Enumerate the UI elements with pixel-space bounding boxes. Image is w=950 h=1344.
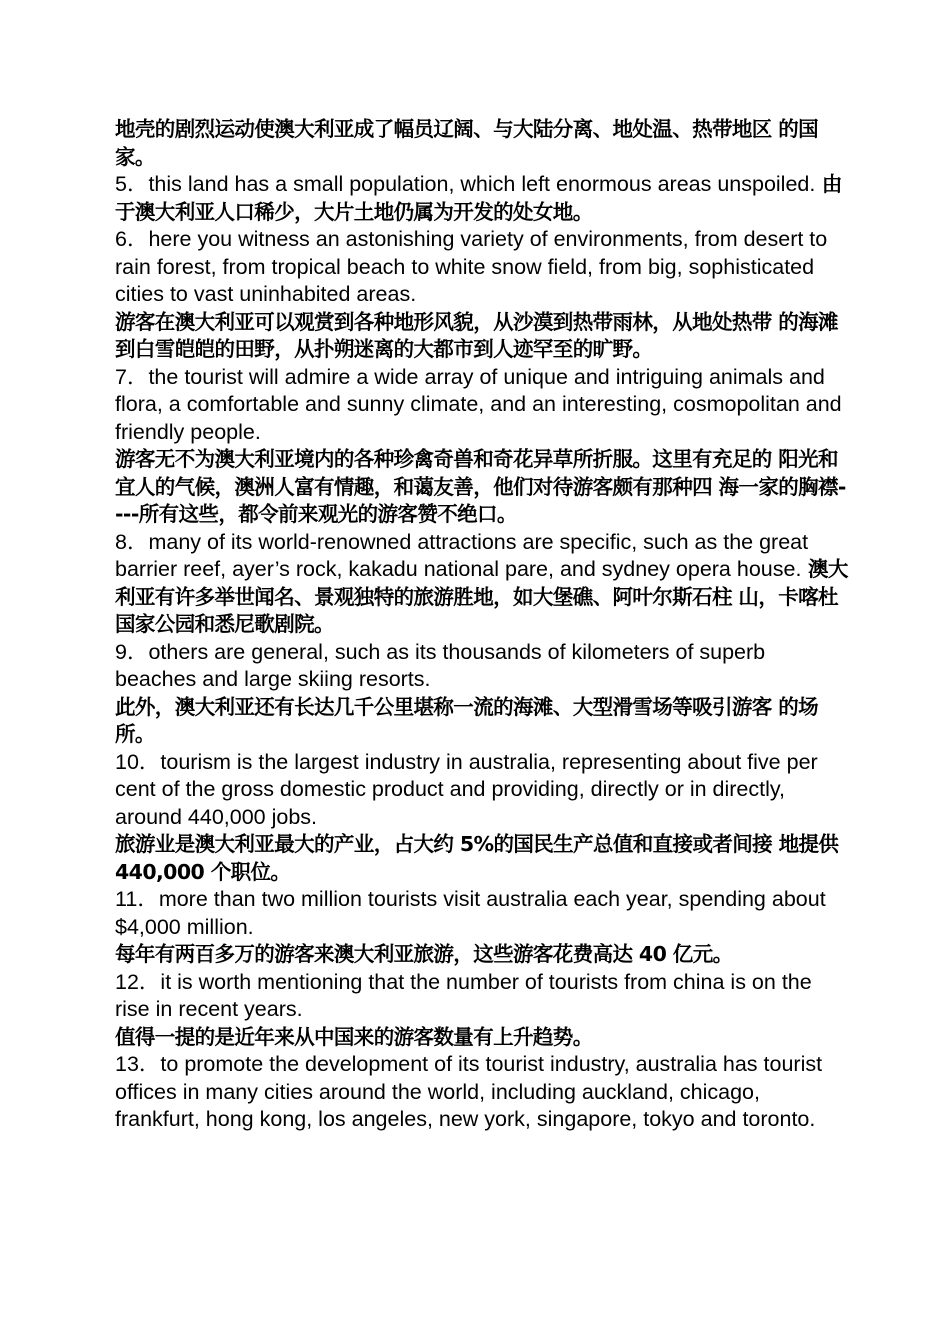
paragraph-10-translation	[115, 831, 850, 886]
paragraph-9	[115, 639, 850, 694]
en-text: 8．many of its world-renowned attractions are specific, such as the great barrier reef, ayer’s rock, kakadu national pare, and sydney opera house.	[115, 529, 809, 581]
zh-text: 游客在澳大利亚可以观赏到各种地形风貌，从沙漠到热带雨林，从地处热带 的海滩到白雪皑皑的田野，从扑朔迷离的大都市到人迹罕至的旷野。	[115, 309, 838, 361]
paragraph-8	[115, 529, 850, 639]
document-page	[115, 116, 850, 1134]
paragraph-12-translation	[115, 1024, 850, 1052]
zh-text: 旅游业是澳大利亚最大的产业，占大约 5%的国民生产总值和直接或者间接 地提供 440,000 个职位。	[115, 832, 839, 884]
paragraph-6	[115, 226, 850, 309]
en-text: 7．the tourist will admire a wide array of unique and intriguing animals and flora, a comfortable and sunny climate, and an interesting, cosmopolitan and friendly people.	[115, 364, 842, 444]
paragraph-9-translation	[115, 694, 850, 749]
paragraph-7-translation	[115, 446, 850, 529]
en-text: 13．to promote the development of its tourist industry, australia has tourist offices in many cities around the world, including auckland, chicago, frankfurt, hong kong, los angeles, new york, singapore, tokyo and toronto.	[115, 1052, 823, 1131]
zh-text: 每年有两百多万的游客来澳大利亚旅游，这些游客花费高达 40 亿元。	[115, 942, 733, 966]
zh-text: 游客无不为澳大利亚境内的各种珍禽奇兽和奇花异草所折服。这里有充足的 阳光和宜人的气候，澳洲人富有情趣，和蔼友善，他们对待游客颇有那种四 海一家的胸襟----所有这些，都令前来观光的游客赞不绝口。	[115, 447, 846, 526]
zh-text: 值得一提的是近年来从中国来的游客数量有上升趋势。	[115, 1024, 593, 1049]
zh-text: 由于澳大利亚人口稀少，大片土地仍属为开发的处女地。	[115, 172, 842, 224]
paragraph-13	[115, 1051, 850, 1134]
paragraph-10	[115, 749, 850, 832]
zh-text: 地壳的剧烈运动使澳大利亚成了幅员辽阔、与大陆分离、地处温、热带地区 的国家。	[115, 117, 819, 169]
paragraph-6-translation	[115, 309, 850, 364]
en-text: 11．more than two million tourists visit australia each year, spending about $4,000 million.	[115, 887, 826, 939]
en-text: 10．tourism is the largest industry in australia, representing about five per cent of the gross domestic product and providing, directly or in directly, around 440,000 jobs.	[115, 749, 818, 829]
zh-text: 澳大利亚有许多举世闻名、景观独特的旅游胜地，如大堡礁、阿叶尔斯石柱 山，卡喀杜国家公园和悉尼歌剧院。	[115, 557, 848, 636]
paragraph-5	[115, 171, 850, 226]
en-text: 6．here you witness an astonishing variety of environments, from desert to rain forest, from tropical beach to white snow field, from big, sophisticated cities to vast uninhabited areas.	[115, 227, 828, 306]
paragraph-continued	[115, 116, 850, 171]
en-text: 5．this land has a small population, which left enormous areas unspoiled.	[115, 172, 816, 196]
paragraph-7	[115, 364, 850, 447]
zh-text: 此外，澳大利亚还有长达几千公里堪称一流的海滩、大型滑雪场等吸引游客 的场所。	[115, 694, 819, 746]
en-text: 12．it is worth mentioning that the number of tourists from china is on the rise in recent years.	[115, 969, 812, 1021]
paragraph-11	[115, 886, 850, 941]
paragraph-12	[115, 969, 850, 1024]
en-text: 9．others are general, such as its thousands of kilometers of superb beaches and large skiing resorts.	[115, 639, 766, 691]
paragraph-11-translation	[115, 941, 850, 969]
